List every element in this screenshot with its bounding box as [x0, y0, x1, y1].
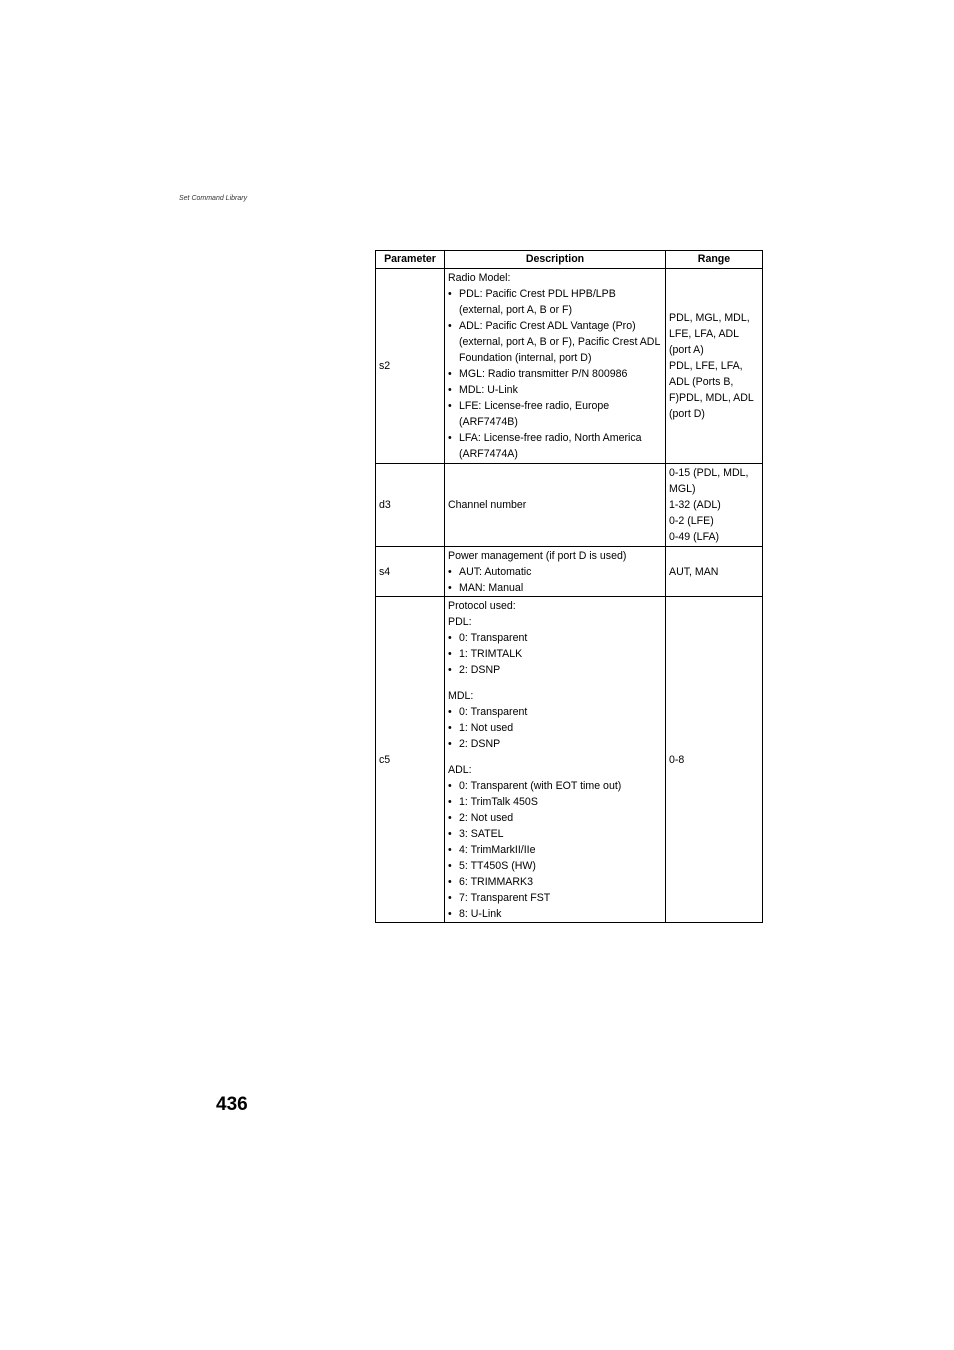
- list-item: • LFA: License-free radio, North America (ARF7474A): [448, 430, 662, 462]
- column-header-description: Description: [445, 251, 666, 269]
- description-cell: [445, 269, 666, 464]
- bullet-list-pdl: [448, 630, 662, 678]
- list-item: • LFE: License-free radio, Europe (ARF7474B): [448, 398, 662, 430]
- parameter-table: [375, 250, 763, 923]
- list-item: • 7: Transparent FST: [448, 890, 662, 906]
- list-item: • 2: DSNP: [448, 736, 662, 752]
- table-row-c5: [376, 597, 763, 923]
- list-item: • MAN: Manual: [448, 580, 662, 596]
- range-line: PDL, MGL, MDL, LFE, LFA, ADL (port A): [669, 312, 750, 356]
- list-item: • 1: TrimTalk 450S: [448, 794, 662, 810]
- range-line: 0-49 (LFA): [669, 531, 720, 543]
- column-header-parameter: Parameter: [376, 251, 445, 269]
- list-item: • 3: SATEL: [448, 826, 662, 842]
- range-cell: 0-8: [666, 597, 763, 923]
- group-label-adl: ADL:: [448, 763, 472, 776]
- running-header: Set Command Library: [179, 195, 248, 202]
- list-item: • AUT: Automatic: [448, 564, 662, 580]
- description-cell: [445, 597, 666, 923]
- range-line: 0-2 (LFE): [669, 515, 714, 527]
- list-item: • 2: Not used: [448, 810, 662, 826]
- range-cell: [666, 269, 763, 464]
- bullet-list: [448, 286, 662, 462]
- parameter-cell: c5: [376, 597, 445, 923]
- description-lead: Protocol used:: [448, 599, 516, 612]
- description-lead: Power management (if port D is used): [448, 549, 627, 562]
- list-item: • 6: TRIMMARK3: [448, 874, 662, 890]
- list-item: • ADL: Pacific Crest ADL Vantage (Pro) (external, port A, B or F), Pacific Crest ADL Foundation (internal, port D): [448, 318, 662, 366]
- range-line: 1-32 (ADL): [669, 499, 721, 511]
- list-item: • 0: Transparent: [448, 704, 662, 720]
- list-item: • 0: Transparent: [448, 630, 662, 646]
- description-cell: Channel number: [445, 464, 666, 547]
- column-header-range: Range: [666, 251, 763, 269]
- list-item: • 1: Not used: [448, 720, 662, 736]
- range-cell: AUT, MAN: [666, 547, 763, 597]
- list-item: • 1: TRIMTALK: [448, 646, 662, 662]
- table-header-row: [376, 251, 763, 269]
- list-item: • 5: TT450S (HW): [448, 858, 662, 874]
- description-lead: Radio Model:: [448, 272, 511, 284]
- table-row-s4: [376, 547, 763, 597]
- table-row-s2: [376, 269, 763, 464]
- bullet-list: [448, 564, 662, 596]
- range-line: PDL, LFE, LFA, ADL (Ports B, F)PDL, MDL, ADL (port D): [669, 360, 754, 420]
- list-item: • 2: DSNP: [448, 662, 662, 678]
- list-item: • 8: U-Link: [448, 906, 662, 922]
- group-label-mdl: MDL:: [448, 689, 474, 702]
- list-item: • MGL: Radio transmitter P/N 800986: [448, 366, 662, 382]
- parameter-cell: d3: [376, 464, 445, 547]
- bullet-list-adl: [448, 778, 662, 922]
- list-item: • MDL: U-Link: [448, 382, 662, 398]
- table-row-d3: [376, 464, 763, 547]
- parameter-cell: s2: [376, 269, 445, 464]
- description-cell: [445, 547, 666, 597]
- page-number: 436: [216, 1094, 248, 1115]
- range-cell: [666, 464, 763, 547]
- list-item: • 0: Transparent (with EOT time out): [448, 778, 662, 794]
- group-label-pdl: PDL:: [448, 615, 472, 628]
- range-line: 0-15 (PDL, MDL, MGL): [669, 467, 749, 495]
- bullet-list-mdl: [448, 704, 662, 752]
- list-item: • 4: TrimMarkII/IIe: [448, 842, 662, 858]
- list-item: • PDL: Pacific Crest PDL HPB/LPB (external, port A, B or F): [448, 286, 662, 318]
- parameter-cell: s4: [376, 547, 445, 597]
